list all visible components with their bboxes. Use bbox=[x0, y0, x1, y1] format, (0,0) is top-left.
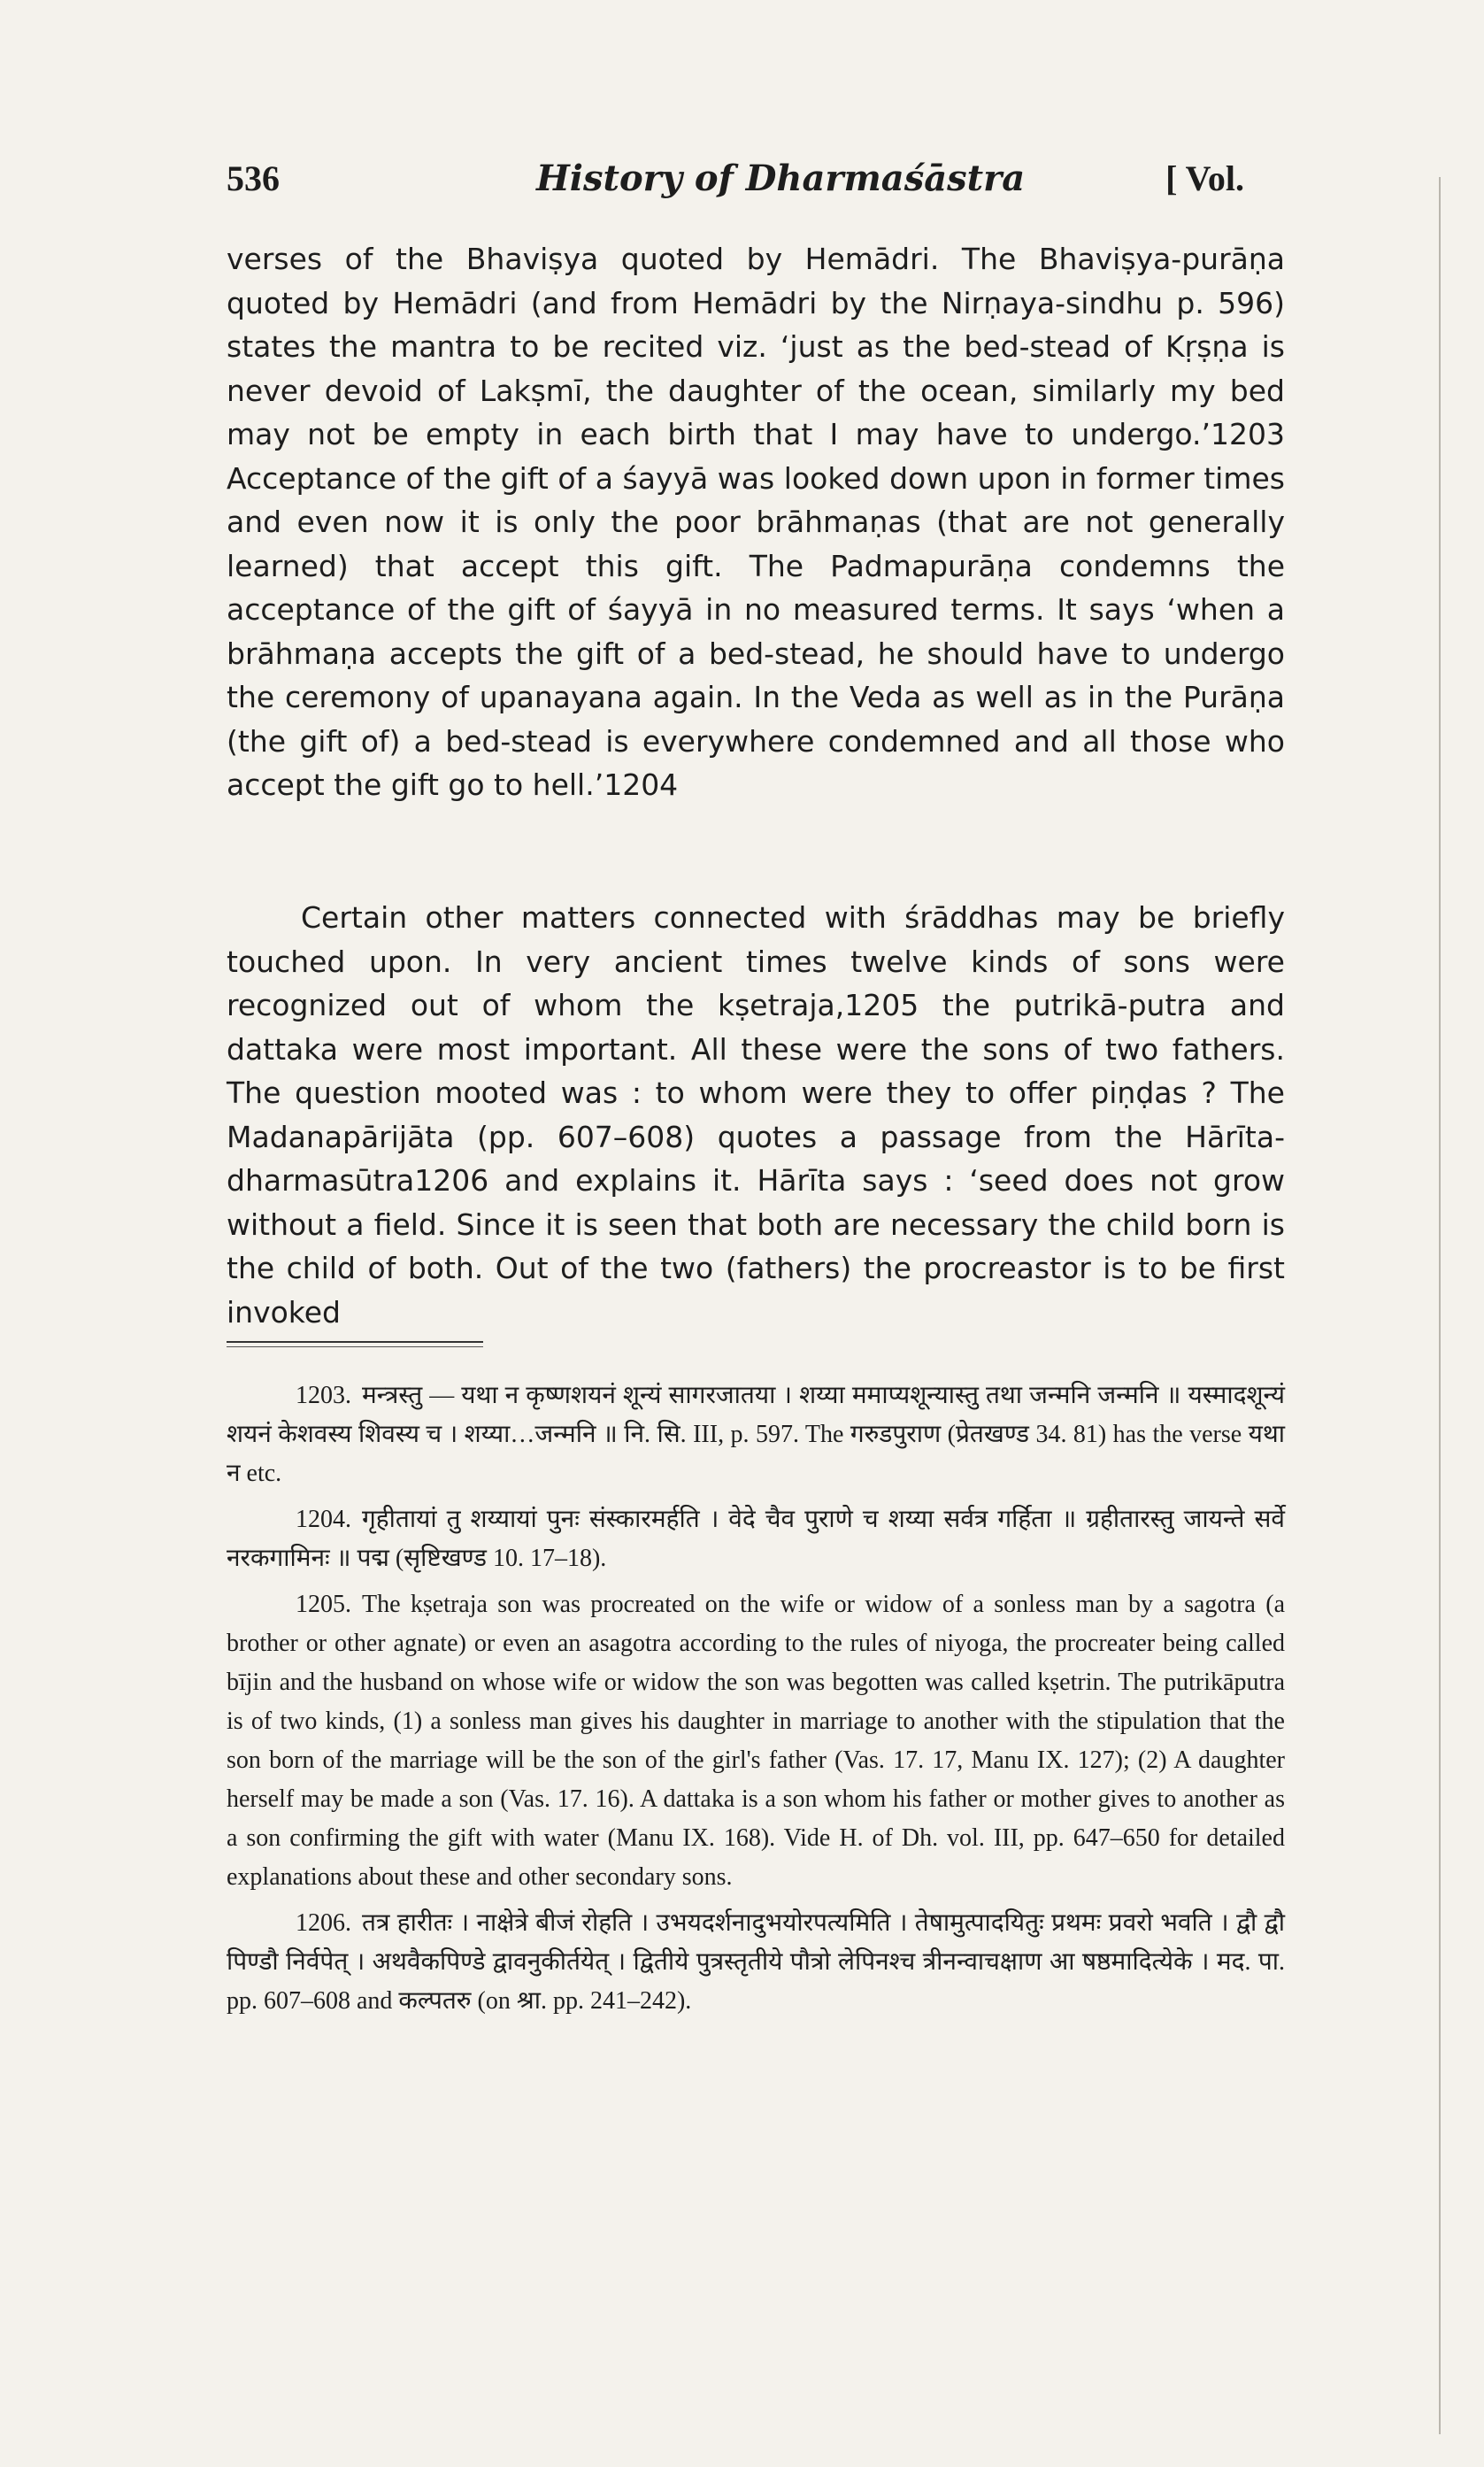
body-paragraph-2: Certain other matters connected with śrāddhas may be briefly touched upon. In very ancient times twelve kinds of sons were recognized out of whom the kṣetraja,1205 the putrikā-putra and dattaka were most important. All these were the sons of two fathers. The question mooted was : to whom were they to offer piṇḍas ? The Madanapārijāta (pp. 607–608) quotes a passage from the Hārīta-dharmasūtra1206 and explains it. Hārīta says : ‘seed does not grow without a field. Since it is seen that both are necessary the child born is the child of both. Out of the two (fathers) the procreastor is to be first invoked bbox=[227, 900, 1285, 1330]
body-paragraph-1: verses of the Bhaviṣya quoted by Hemādri. The Bhaviṣya-purāṇa quoted by Hemādri (and from Hemādri by the Nirṇaya-sindhu p. 596) states the mantra to be recited viz. ‘just as the bed-stead of Kṛṣṇa is never devoid of Lakṣmī, the daughter of the ocean, similarly my bed may not be empty in each birth that I may have to undergo.’1203 Acceptance of the gift of a śayyā was looked down upon in former times and even now it is only the poor brāhmaṇas (that are not generally learned) that accept this gift. The Padmapurāṇa condemns the acceptance of the gift of śayyā in no measured terms. It says ‘when a brāhmaṇa accepts the gift of a bed-stead, he should have to undergo the ceremony of upanayana again. In the Veda as well as in the Purāṇa (the gift of) a bed-stead is everywhere condemned and all those who accept the gift go to hell.’1204 bbox=[227, 242, 1285, 802]
footnote-separator bbox=[227, 1341, 483, 1344]
footnote-text: The kṣetraja son was procreated on the wife or widow of a sonless man by a sagotra (a brother or other agnate) or even an asagotra according to the rules of niyoga, the procreater being called bījin and the husband on whose wife or widow the son was begotten was called kṣetrin. The putrikāputra is of two kinds, (1) a sonless man gives his daughter in marriage to another with the stipulation that the son born of the marriage will be the son of the girl's father (Vas. 17. 17, Manu IX. 127); (2) A daughter herself may be made a son (Vas. 17. 16). A dattaka is a son whom his father or mother gives to another as a son confirming the gift with water (Manu IX. 168). Vide H. of Dh. vol. III, pp. 647–650 for detailed explanations about these and other secondary sons. bbox=[227, 1591, 1285, 1891]
footnote-1206 bbox=[227, 1904, 1285, 2021]
footnote-number: 1206. bbox=[296, 1909, 351, 1937]
running-title: History of Dharmaśāstra bbox=[536, 158, 1026, 199]
footnote-1205 bbox=[227, 1585, 1285, 1897]
footnote-text: गृहीतायां तु शय्यायां पुनः संस्कारमर्हति । वेदे चैव पुराणे च शय्या सर्वत्र गर्हिता ॥ ग्रहीतारस्तु जायन्ते सर्वे नरकगामिनः ॥ पद्म (सृष्टिखण्ड 10. 17–18). bbox=[227, 1506, 1285, 1572]
footnote-text: मन्त्रस्तु — यथा न कृष्णशयनं शून्यं सागरजातया । शय्या ममाप्यशून्यास्तु तथा जन्मनि जन्मनि ॥ यस्मादशून्यं शयनं केशवस्य शिवस्य च । शय्या…जन्मनि ॥ नि. सि. III, p. 597. The गरुडपुराण (प्रेतखण्ड 34. 81) has the verse यथा न etc. bbox=[227, 1382, 1285, 1487]
page-edge-line bbox=[1439, 177, 1441, 2434]
footnote-text: तत्र हारीतः । नाक्षेत्रे बीजं रोहति । उभयदर्शनादुभयोरपत्यमिति । तेषामुत्पादयितुः प्रथमः प्रवरो भवति । द्वौ द्वौ पिण्डौ निर्वपेत् । अथवैकपिण्डे द्वावनुकीर्तयेत् । द्वितीये पुत्रस्तृतीये पौत्रो लेपिनश्च त्रीनन्वाचक्षाण आ षष्ठमादित्येके । मद. पा. pp. 607–608 and कल्पतरु (on श्रा. pp. 241–242). bbox=[227, 1909, 1285, 2015]
footnote-number: 1205. bbox=[296, 1591, 351, 1618]
footnote-number: 1203. bbox=[296, 1382, 351, 1409]
footnotes bbox=[227, 1376, 1285, 2028]
running-header bbox=[227, 158, 1244, 211]
footnote-1203 bbox=[227, 1376, 1285, 1493]
volume-label: [ Vol. bbox=[1165, 158, 1244, 198]
footnote-number: 1204. bbox=[296, 1506, 351, 1533]
footnote-separator-underline bbox=[227, 1346, 483, 1348]
footnote-1204 bbox=[227, 1500, 1285, 1578]
page-number: 536 bbox=[227, 158, 280, 198]
